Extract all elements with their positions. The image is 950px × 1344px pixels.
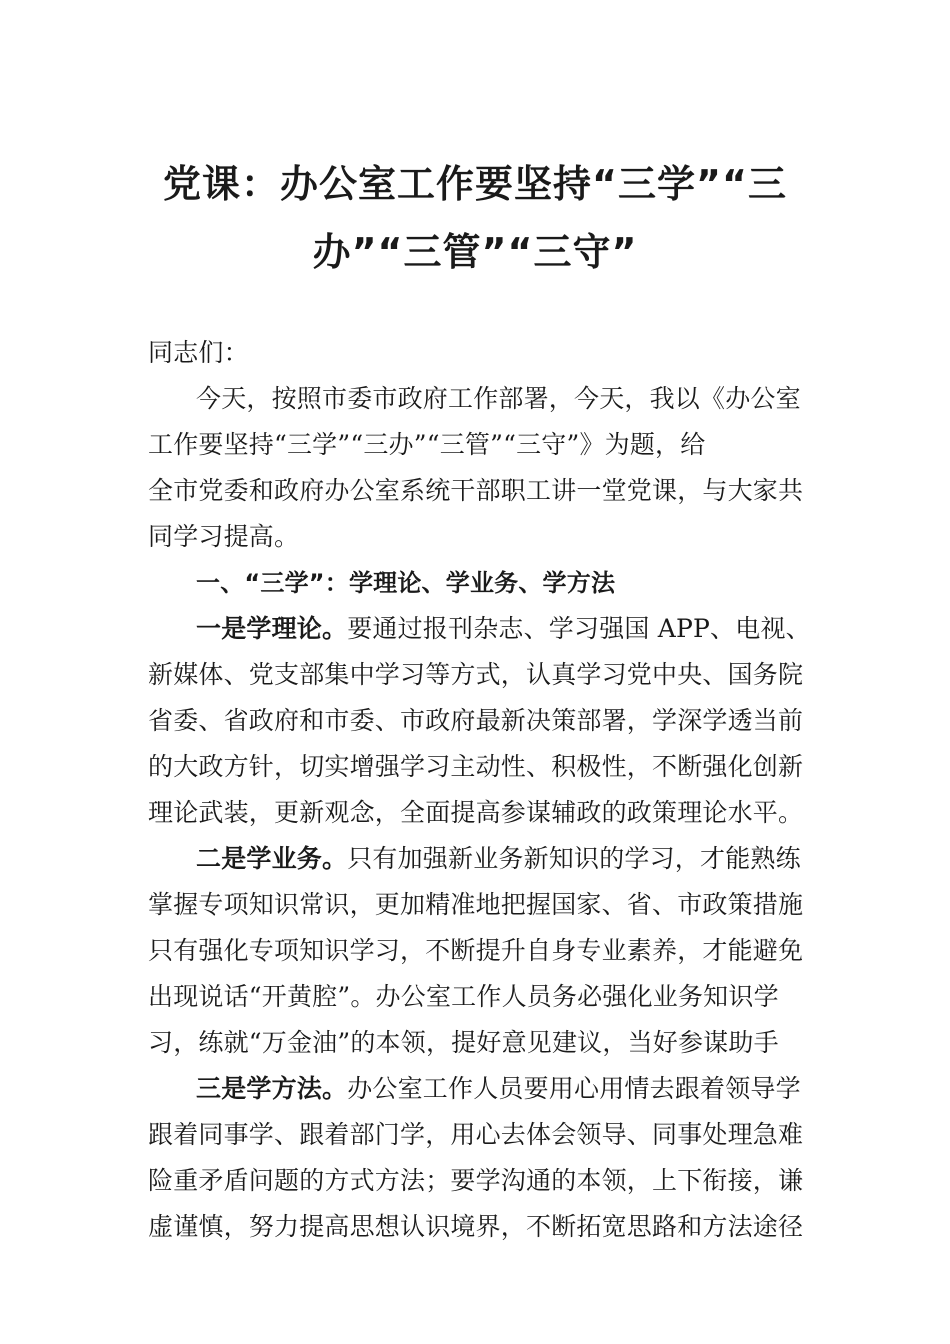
- paragraph-learn-theory: [148, 606, 811, 836]
- paragraph-line: 新媒体、党支部集中学习等方式，认真学习党中央、国务院: [148, 660, 804, 689]
- paragraph-line: 虚谨慎，努力提高思想认识境界，不断拓宽思路和方法途径: [148, 1212, 804, 1241]
- paragraph-line: 掌握专项知识常识，更加精准地把握国家、省、市政策措施: [148, 890, 804, 919]
- intro-line: 同学习提高。: [148, 522, 300, 551]
- paragraph-line: 省委、省政府和市委、市政府最新决策部署，学深学透当前: [148, 706, 804, 735]
- paragraph-text: 要通过报刊杂志、学习强国 APP、电视、: [347, 614, 811, 643]
- paragraph-line: 习，练就“万金油”的本领，提好意见建议，当好参谋助手: [148, 1028, 779, 1057]
- document-body: [148, 330, 811, 1250]
- title-line-2: 办”“三管”“三守”: [312, 230, 638, 274]
- intro-paragraph: [148, 376, 808, 560]
- paragraph-line: 出现说话“开黄腔”。办公室工作人员务必强化业务知识学: [148, 982, 779, 1011]
- paragraph-lead: 二是学业务。: [196, 844, 348, 873]
- paragraph-first-line: [148, 1066, 808, 1112]
- paragraph-line: 理论武装，更新观念，全面提高参谋辅政的政策理论水平。: [148, 798, 804, 827]
- paragraph-first-line: [148, 606, 811, 652]
- greeting: 同志们：: [148, 338, 249, 367]
- paragraph-learn-methods: [148, 1066, 808, 1250]
- intro-line: 工作要坚持“三学”“三办”“三管”“三守”》为题，给: [148, 430, 706, 459]
- title-line-1: 党课：办公室工作要坚持“三学”“三: [163, 162, 787, 206]
- paragraph-line: 险重矛盾问题的方式方法；要学沟通的本领，上下衔接，谦: [148, 1166, 804, 1195]
- intro-line: 今天，按照市委市政府工作部署，今天，我以《办公室: [196, 384, 801, 413]
- section-heading-1: 一、“三学”：学理论、学业务、学方法: [196, 569, 616, 597]
- paragraph-lead: 三是学方法。: [196, 1074, 348, 1103]
- paragraph-text: 办公室工作人员要用心用情去跟着领导学: [347, 1074, 801, 1103]
- paragraph-first-line: [148, 836, 808, 882]
- paragraph-line: 的大政方针，切实增强学习主动性、积极性，不断强化创新: [148, 752, 804, 781]
- paragraph-line: 跟着同事学、跟着部门学，用心去体会领导、同事处理急难: [148, 1120, 804, 1149]
- paragraph-learn-business: [148, 836, 808, 1066]
- paragraph-text: 只有加强新业务新知识的学习，才能熟练: [347, 844, 801, 873]
- paragraph-line: 只有强化专项知识学习，不断提升自身专业素养，才能避免: [148, 936, 804, 965]
- document-title: [140, 150, 810, 286]
- paragraph-lead: 一是学理论。: [196, 614, 348, 643]
- intro-line: 全市党委和政府办公室系统干部职工讲一堂党课，与大家共: [148, 476, 804, 505]
